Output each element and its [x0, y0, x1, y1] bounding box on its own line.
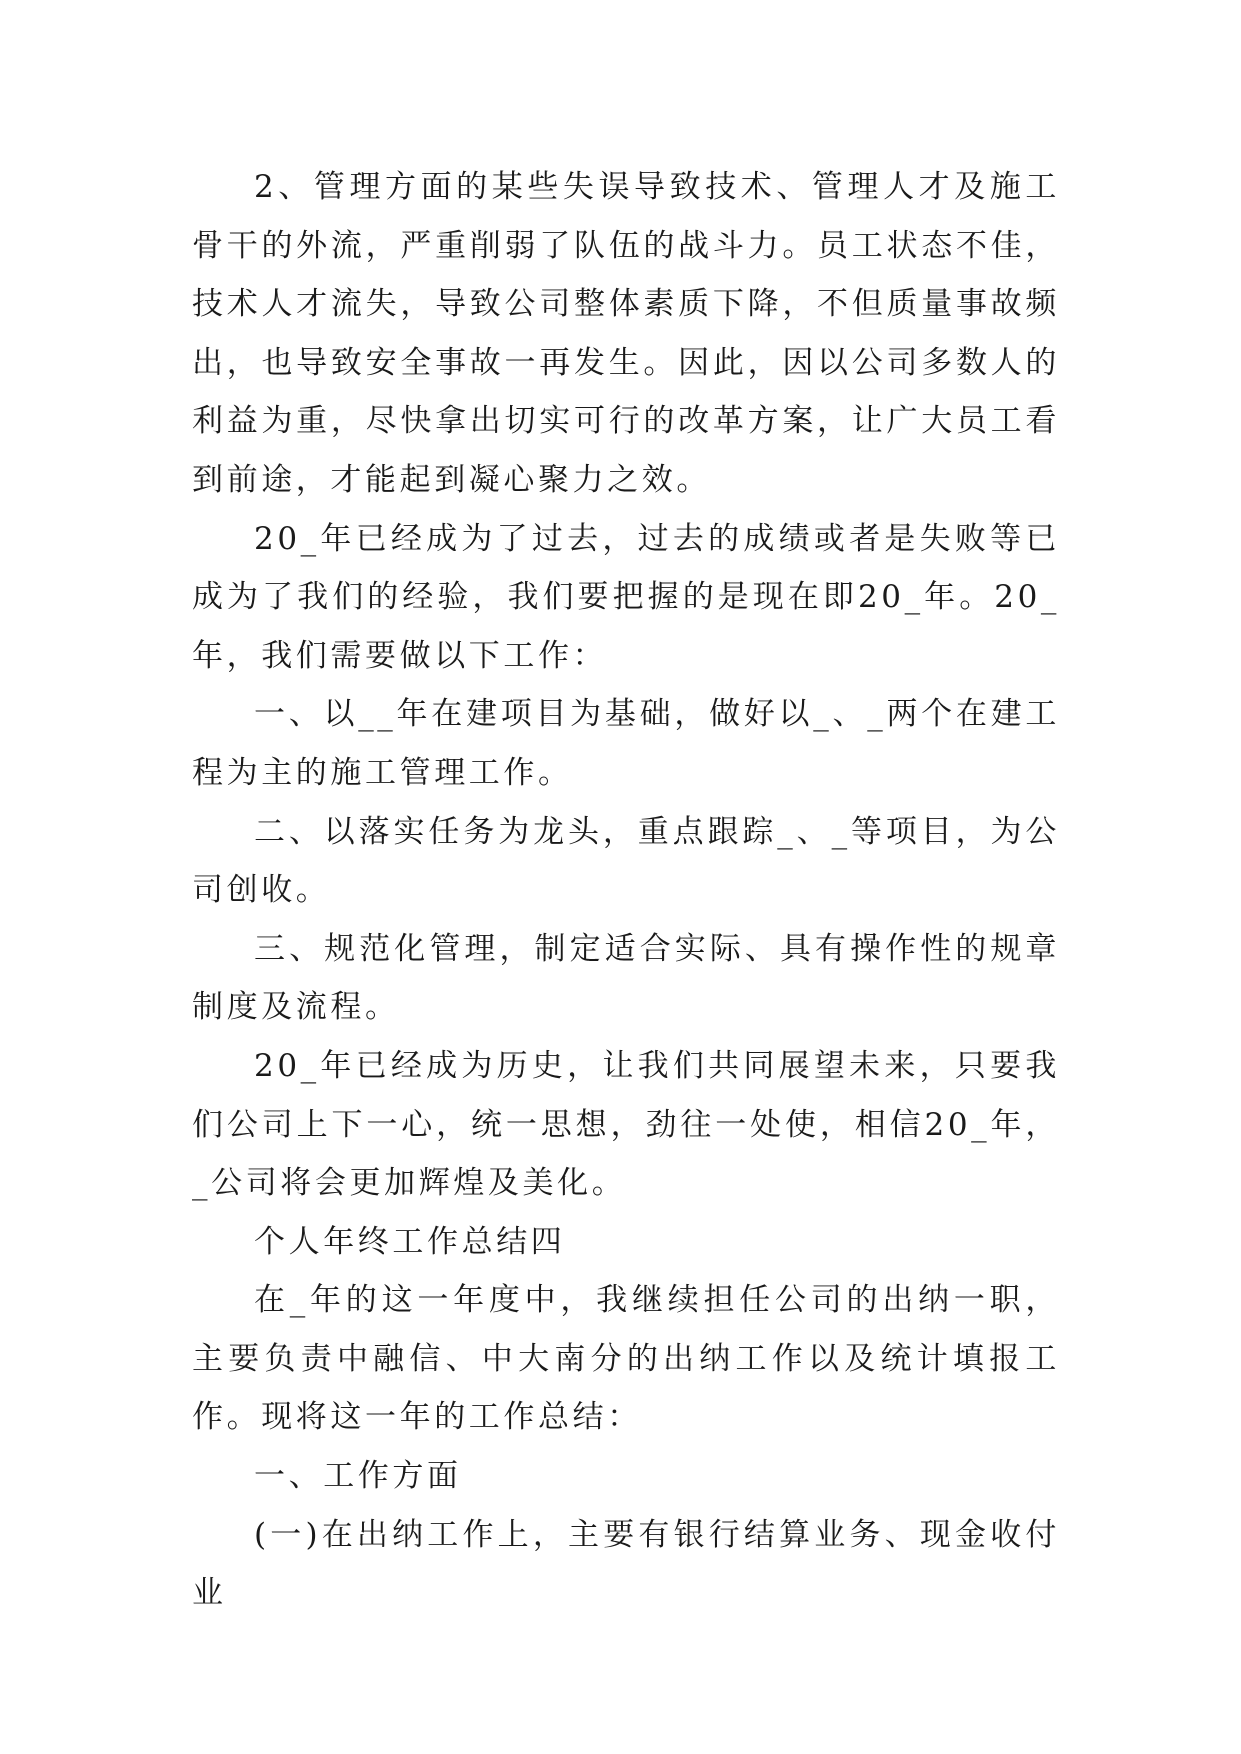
paragraph-cashier-intro: 在_年的这一年度中，我继续担任公司的出纳一职，主要负责中融信、中大南分的出纳工作以及统计填报工作。现将这一年的工作总结： — [192, 1282, 1060, 1436]
paragraph-cashier-work: (一)在出纳工作上，主要有银行结算业务、现金收付业 — [192, 1516, 1060, 1612]
paragraph-management-issues: 2、管理方面的某些失误导致技术、管理人才及施工骨干的外流，严重削弱了队伍的战斗力。员工状态不佳，技术人才流失，导致公司整体素质下降，不但质量事故频出，也导致安全事故一再发生。因此，因以公司多数人的利益为重，尽快拿出切实可行的改革方案，让广大员工看到前途，才能起到凝心聚力之效。 — [192, 169, 1060, 498]
section-heading: 个人年终工作总结四 — [254, 1223, 566, 1260]
paragraph-task-two: 二、以落实任务为龙头，重点跟踪_、_等项目，为公司创收。 — [192, 813, 1060, 909]
paragraph-year-review: 20_年已经成为了过去，过去的成绩或者是失败等已成为了我们的经验，我们要把握的是现在即20_年。20_年，我们需要做以下工作： — [192, 520, 1060, 674]
paragraph-task-three: 三、规范化管理，制定适合实际、具有操作性的规章制度及流程。 — [192, 930, 1060, 1026]
document-body — [192, 158, 1060, 1623]
paragraph-outlook: 20_年已经成为历史，让我们共同展望未来，只要我们公司上下一心，统一思想，劲往一处使，相信20_年，_公司将会更加辉煌及美化。 — [192, 1047, 1060, 1202]
subheading-work: 一、工作方面 — [254, 1458, 462, 1495]
paragraph-task-one: 一、以__年在建项目为基础，做好以_、_两个在建工程为主的施工管理工作。 — [192, 696, 1060, 791]
